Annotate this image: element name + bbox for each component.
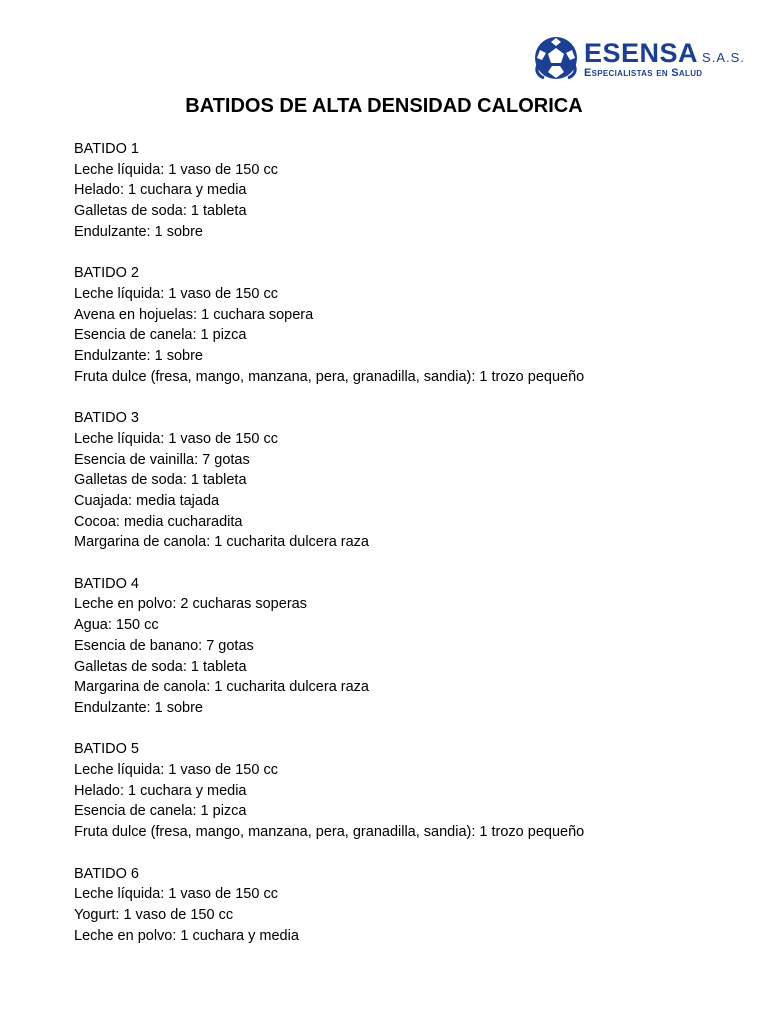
recipe-block [74,408,754,553]
ingredient-line: Galletas de soda: 1 tableta [74,472,247,489]
recipe-block [74,739,754,843]
recipe-heading: BATIDO 5 [74,741,139,758]
ingredient-line: Leche en polvo: 1 cuchara y media [74,927,299,944]
recipe-heading: BATIDO 6 [74,865,139,882]
recipe-block [74,139,754,243]
ingredient-line: Leche líquida: 1 vaso de 150 cc [74,886,278,903]
ingredient-line: Helado: 1 cuchara y media [74,782,247,799]
ingredient-line: Agua: 150 cc [74,617,159,634]
ingredient-line: Endulzante: 1 sobre [74,223,203,240]
ingredient-line: Esencia de canela: 1 pizca [74,327,247,344]
ingredient-line: Leche en polvo: 2 cucharas soperas [74,596,307,613]
ingredient-line: Leche líquida: 1 vaso de 150 cc [74,430,278,447]
recipe-block [74,263,754,387]
ingredient-line: Cuajada: media tajada [74,492,220,509]
recipe-heading: BATIDO 1 [74,141,139,157]
logo-tagline: Especialistas en Salud [584,67,703,79]
recipe-heading: BATIDO 3 [74,410,139,427]
ingredient-line: Esencia de canela: 1 pizca [74,803,247,820]
ingredient-line: Leche líquida: 1 vaso de 150 cc [74,161,278,178]
company-logo [532,34,745,86]
ingredient-line: Galletas de soda: 1 tableta [74,658,247,675]
ingredient-line: Esencia de banano: 7 gotas [74,637,254,654]
ingredient-line: Fruta dulce (fresa, mango, manzana, pera, granadilla, sandia): 1 trozo pequeño [74,368,585,385]
logo-brand-suffix: S.A.S. [702,50,745,65]
ingredient-line: Avena en hojuelas: 1 cuchara sopera [74,306,314,323]
ingredient-line: Leche líquida: 1 vaso de 150 cc [74,762,278,779]
soccer-ball-logo-icon [532,34,580,82]
ingredient-line: Endulzante: 1 sobre [74,699,203,716]
ingredient-line: Margarina de canola: 1 cucharita dulcera raza [74,534,369,551]
ingredient-line: Cocoa: media cucharadita [74,513,243,530]
logo-brand-name: ESENSA [584,38,699,68]
recipe-heading: BATIDO 2 [74,265,139,282]
ingredient-line: Endulzante: 1 sobre [74,348,203,365]
ingredient-line: Galletas de soda: 1 tableta [74,203,247,220]
ingredient-line: Helado: 1 cuchara y media [74,182,247,199]
ingredient-line: Esencia de vainilla: 7 gotas [74,451,250,468]
recipe-block [74,864,754,947]
ingredient-line: Yogurt: 1 vaso de 150 cc [74,906,234,923]
recipe-block [74,574,754,719]
recipe-heading: BATIDO 4 [74,575,139,592]
document-title: BATIDOS DE ALTA DENSIDAD CALORICA [185,95,583,117]
ingredient-line: Margarina de canola: 1 cucharita dulcera raza [74,679,369,696]
ingredient-line: Leche líquida: 1 vaso de 150 cc [74,285,278,302]
ingredient-line: Fruta dulce (fresa, mango, manzana, pera, granadilla, sandia): 1 trozo pequeño [74,824,585,841]
recipe-list [74,139,754,967]
